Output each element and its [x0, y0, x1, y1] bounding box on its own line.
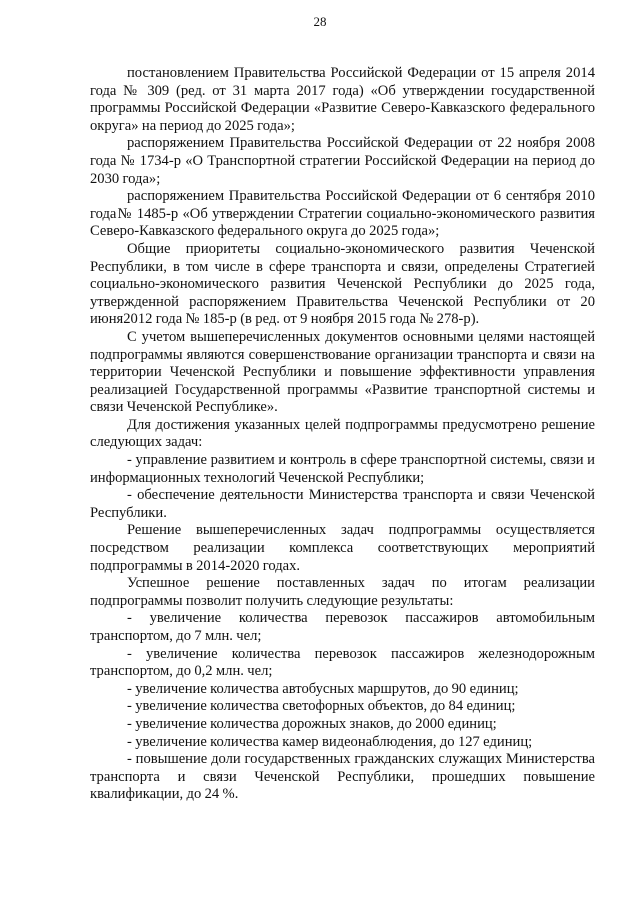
paragraph-order-1734: распоряжением Правительства Российской Федерации от 22 ноября 2008 года № 1734-р «О Транспортной стратегии Российской Федерации на период до 2030 года»;: [90, 135, 595, 187]
list-item-result-2: - увеличение количества перевозок пассажиров железнодорожным транспортом, до 0,2 млн. чел;: [90, 645, 595, 680]
list-item-result-6: - увеличение количества камер видеонаблюдения, до 127 единиц;: [127, 733, 533, 750]
document-body: [90, 65, 595, 804]
list-item-result-7: - повышение доли государственных гражданских служащих Министерства транспорта и связи Чеченской Республики, прошедших повышение квалификации, до 24 %.: [90, 751, 595, 803]
paragraph-implementation: Решение вышеперечисленных задач подпрограммы осуществляется посредством реализации комплекса соответствующих мероприятий подпрограммы в 2014-2020 годах.: [90, 522, 595, 574]
list-item-result-1: - увеличение количества перевозок пассажиров автомобильным транспортом, до 7 млн. чел;: [90, 610, 595, 644]
list-item-result-5: - увеличение количества дорожных знаков, до 2000 единиц;: [127, 715, 497, 732]
page-number: 28: [313, 14, 327, 29]
list-item-task-2: - обеспечение деятельности Министерства транспорта и связи Чеченской Республики.: [90, 487, 595, 521]
paragraph-results-intro: Успешное решение поставленных задач по итогам реализации подпрограммы позволит получить следующие результаты:: [90, 575, 595, 609]
list-item-result-4: - увеличение количества светофорных объектов, до 84 единиц;: [127, 698, 516, 715]
list-item-result-3: - увеличение количества автобусных маршрутов, до 90 единиц;: [127, 680, 519, 697]
paragraph-priorities: Общие приоритеты социально-экономического развития Чеченской Республики, в том числе в сфере транспорта и связи, определены Стратегией социально-экономического развития Чеченской Республики до 2025 года, утвержденной распоряжением Правительства Чеченской Республики от 20 июня2012 года № 185-р (в ред. от 9 ноября 2015 года № 278-р).: [90, 240, 595, 328]
paragraph-tasks-intro: Для достижения указанных целей подпрограммы предусмотрено решение следующих задач:: [90, 416, 595, 451]
paragraph-decree-309: постановлением Правительства Российской Федерации от 15 апреля 2014 года № 309 (ред. от 31 марта 2017 года) «Об утверждении государственной программы Российской Федерации «Развитие Северо-Кавказского федерального округа» на период до 2025 года»;: [90, 65, 595, 134]
list-item-task-1: - управление развитием и контроль в сфере транспортной системы, связи и информационных технологий Чеченской Республики;: [90, 452, 595, 486]
paragraph-order-1485: распоряжением Правительства Российской Федерации от 6 сентября 2010 года№ 1485-р «Об утверждении Стратегии социально-экономического развития Северо-Кавказского федерального округа до 2025 года»;: [90, 188, 595, 240]
paragraph-goals: С учетом вышеперечисленных документов основными целями настоящей подпрограммы являются совершенствование организации транспорта и связи на территории Чеченской Республики и повышение эффективности управления реализацией Государственной программы «Развитие транспортной системы и связи Чеченской Республике».: [90, 328, 595, 416]
